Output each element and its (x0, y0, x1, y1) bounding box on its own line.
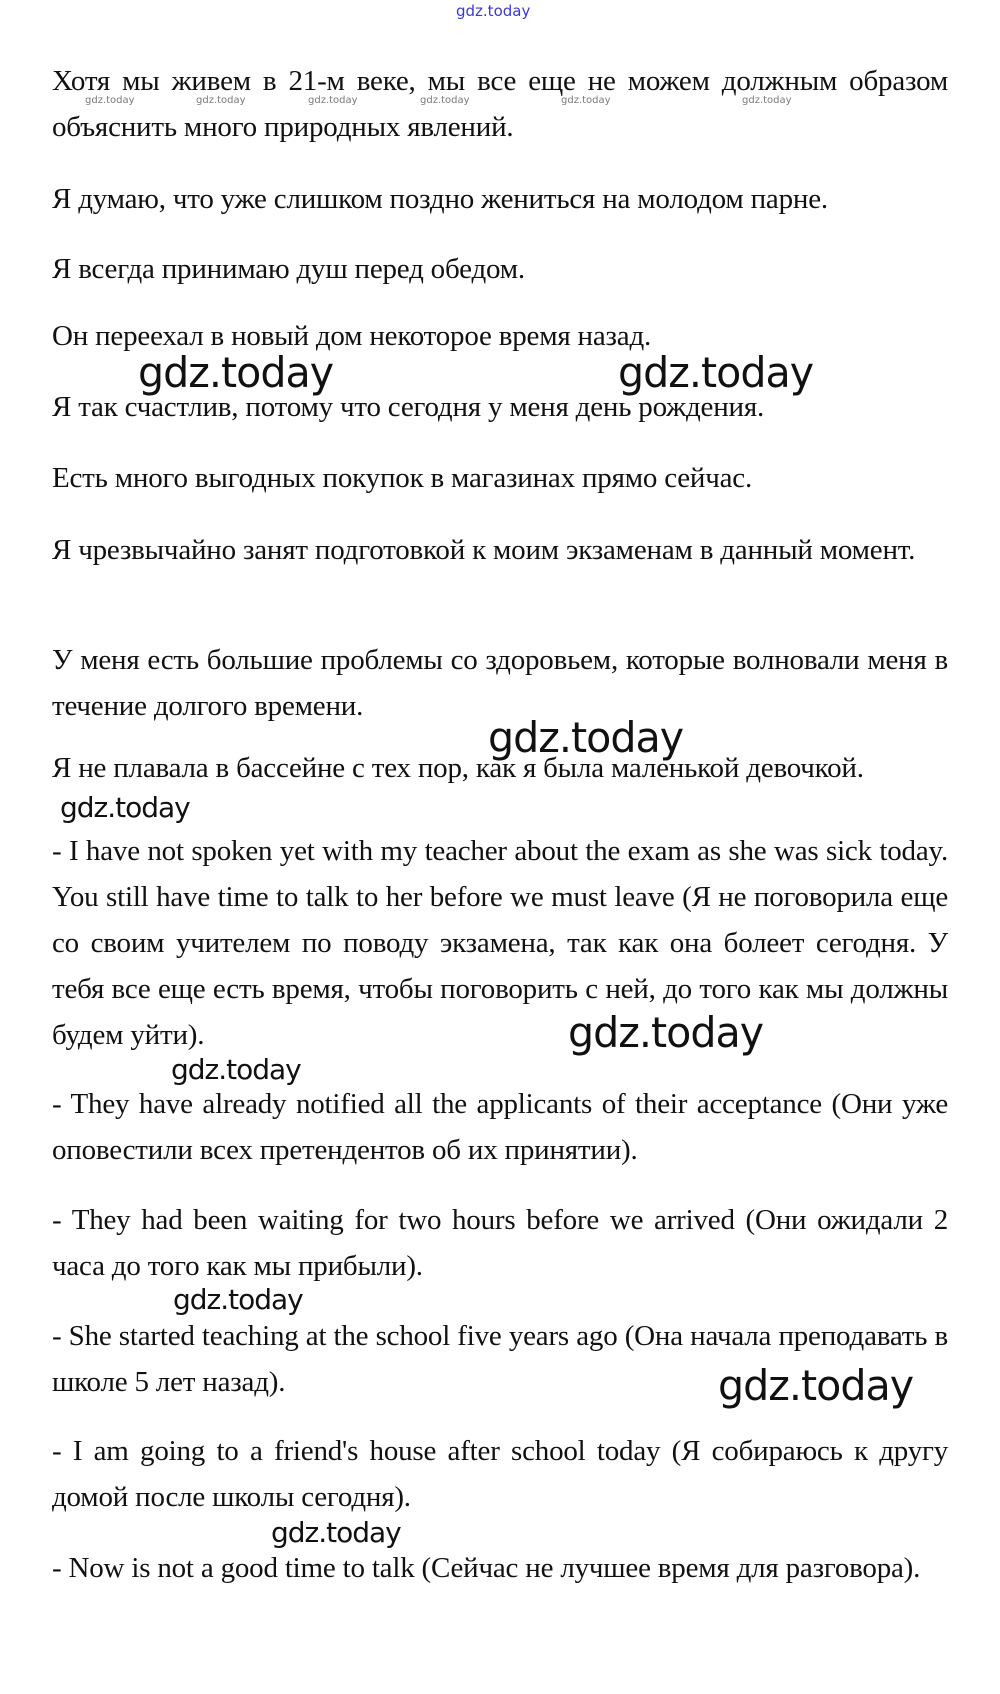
watermark-medium: gdz.today (173, 1283, 303, 1316)
dialogue-1: - I have not spoken yet with my teacher about the exam as she was sick today. You still have time to talk to her before we must leave (Я не поговорила еще со своим учителем по поводу экзамена, так как она болеет сегодня. У тебя все еще есть время, чтобы поговорить с ней, до того как мы должны будем уйти). (52, 835, 948, 1051)
watermark-medium: gdz.today (60, 791, 190, 824)
watermark-small: gdz.today (742, 95, 792, 106)
watermark-large: gdz.today (138, 348, 334, 397)
watermark-small: gdz.today (308, 95, 358, 106)
dialogue-6: - Now is not a good time to talk (Сейчас не лучшее время для разговора). (52, 1552, 921, 1584)
dialogue-3: - They had been waiting for two hours before we arrived (Они ожидали 2 часа до того как мы прибыли). (52, 1204, 948, 1282)
dialogue-5: - I am going to a friend's house after school today (Я собираюсь к другу домой после школы сегодня). (52, 1435, 948, 1513)
sentence-3: Я всегда принимаю душ перед обедом. (52, 253, 525, 285)
watermark-small: gdz.today (561, 95, 611, 106)
site-watermark-top: gdz.today (456, 2, 531, 20)
watermark-large: gdz.today (488, 713, 684, 762)
watermark-medium: gdz.today (271, 1516, 401, 1549)
sentence-9: Я не плавала в бассейне с тех пор, как я была маленькой девочкой. (52, 752, 864, 784)
watermark-large: gdz.today (618, 348, 814, 397)
watermark-small: gdz.today (196, 95, 246, 106)
sentence-1: Хотя мы живем в 21-м веке, мы все еще не можем должным образом объяснить много природных явлений. (52, 65, 948, 143)
watermark-small: gdz.today (85, 95, 135, 106)
sentence-8: У меня есть большие проблемы со здоровьем, которые волновали меня в течение долгого времени. (52, 644, 948, 722)
watermark-small: gdz.today (420, 95, 470, 106)
sentence-7: Я чрезвычайно занят подготовкой к моим экзаменам в данный момент. (52, 534, 916, 566)
sentence-4: Он переехал в новый дом некоторое время назад. (52, 320, 652, 352)
sentence-5: Я так счастлив, потому что сегодня у меня день рождения. (52, 391, 765, 423)
watermark-large: gdz.today (718, 1361, 914, 1410)
sentence-6: Есть много выгодных покупок в магазинах прямо сейчас. (52, 462, 753, 494)
sentence-2: Я думаю, что уже слишком поздно жениться на молодом парне. (52, 183, 828, 215)
dialogue-2: - They have already notified all the applicants of their acceptance (Они уже оповестили всех претендентов об их принятии). (52, 1088, 948, 1166)
watermark-large: gdz.today (568, 1008, 764, 1057)
dialogue-4: - She started teaching at the school five years ago (Она начала преподавать в школе 5 лет назад). (52, 1320, 948, 1398)
watermark-medium: gdz.today (171, 1053, 301, 1086)
